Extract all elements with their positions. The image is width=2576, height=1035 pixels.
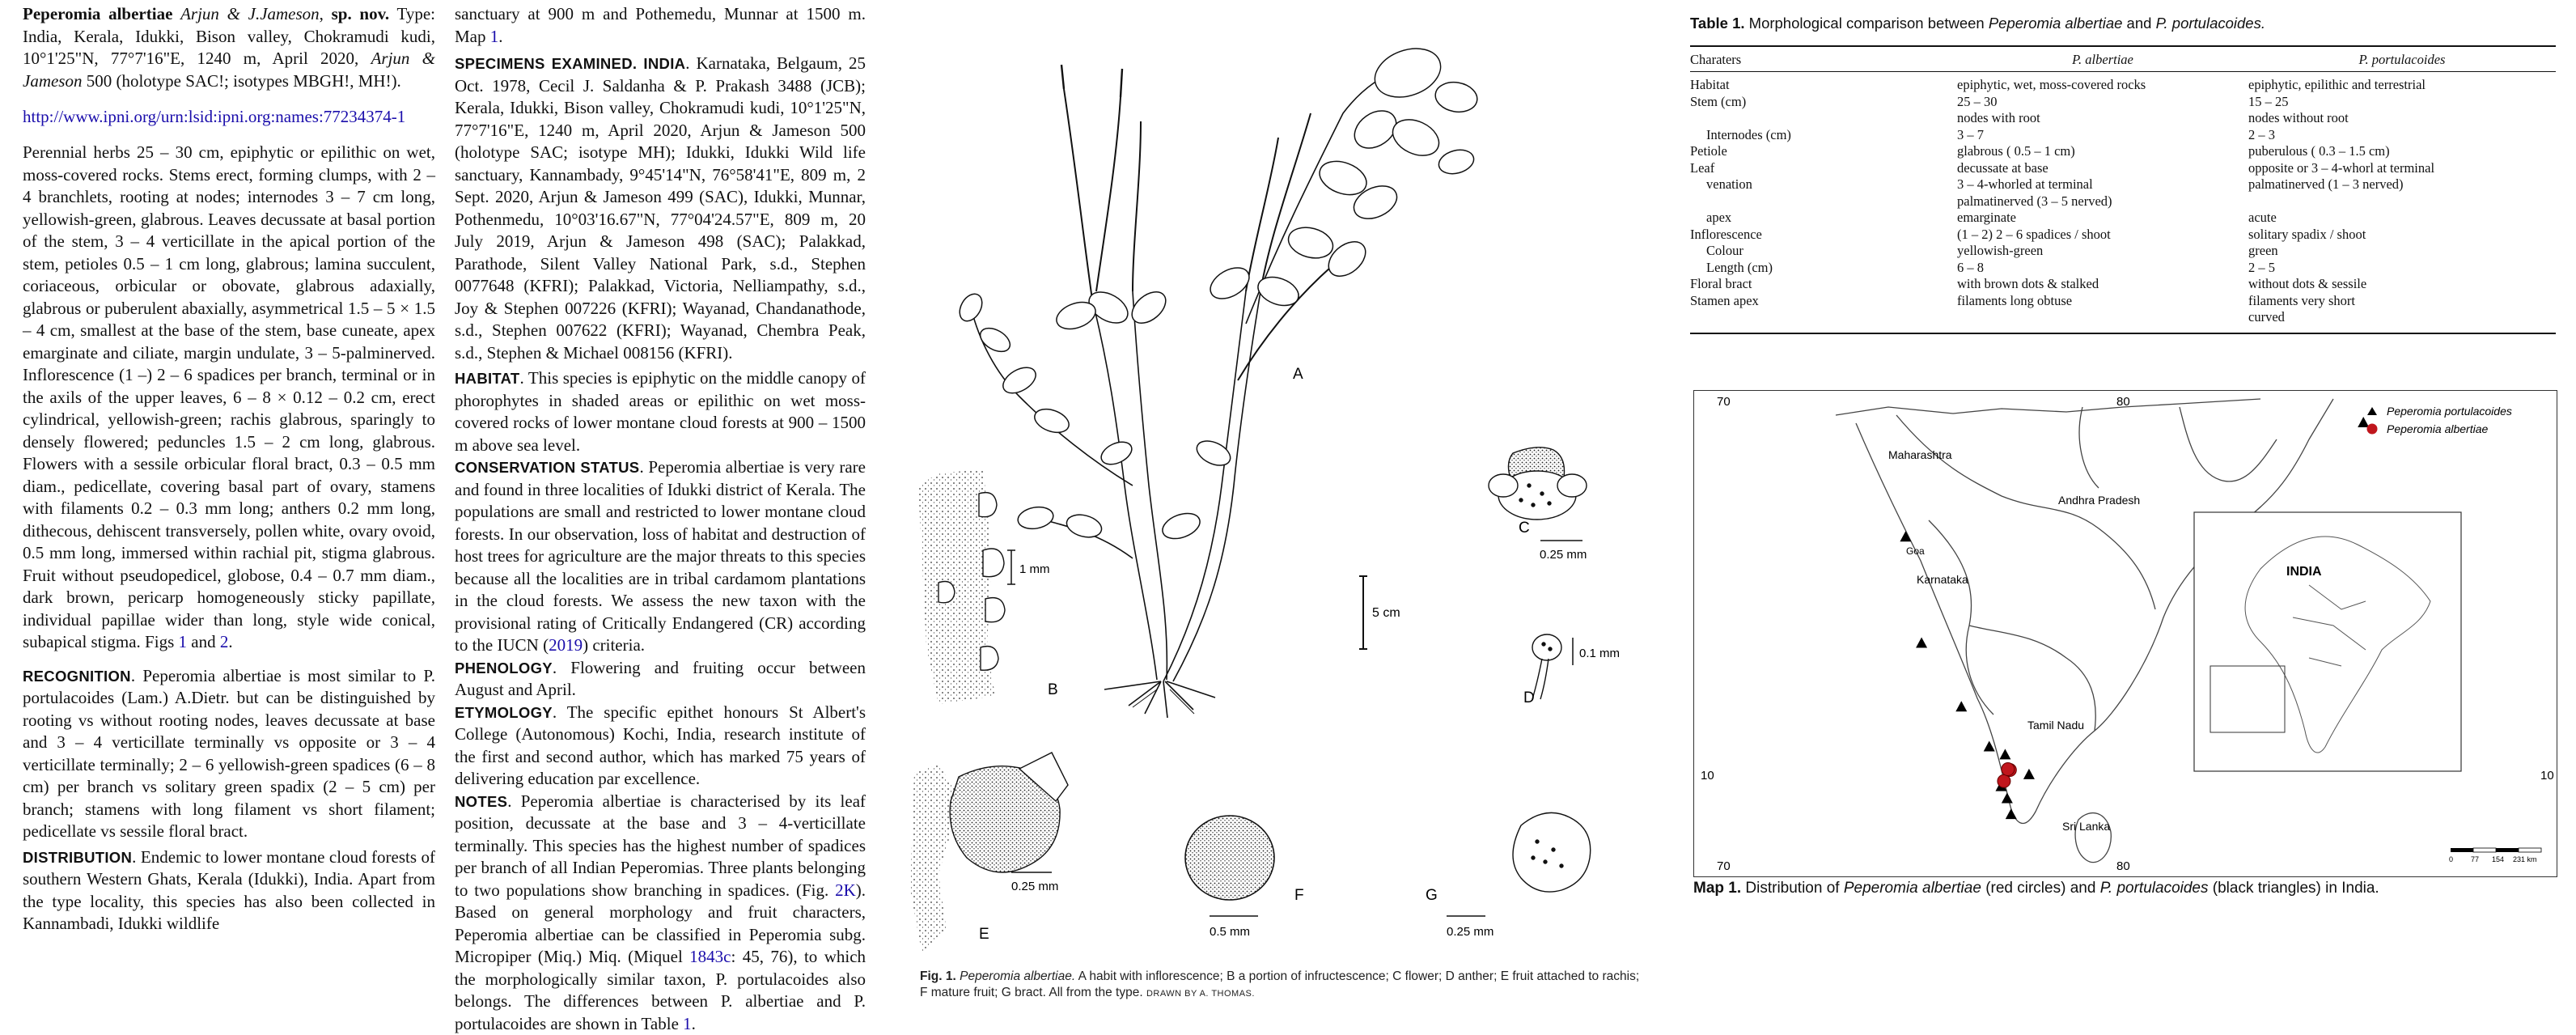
fruit-on-rachis-drawing bbox=[910, 753, 1068, 955]
map-tick-10-left: 10 bbox=[1701, 769, 1714, 783]
map-tick-80-bottom: 80 bbox=[2116, 859, 2130, 873]
habit-leaves bbox=[955, 40, 1480, 543]
map-tick-10-right: 10 bbox=[2540, 769, 2554, 783]
table-row bbox=[1690, 293, 2556, 310]
distribution-text: Endemic to lower montane cloud forests of southern Western Ghats, Kerala (Idukki), India. Apart from the type locality, this species has also been collected in Kannambadi, Idukki wildlife bbox=[23, 847, 435, 934]
cell-character: Habitat bbox=[1690, 72, 1957, 94]
cell-character bbox=[1690, 193, 1957, 210]
cell-character: apex bbox=[1690, 210, 1957, 227]
cell-character: Length (cm) bbox=[1690, 260, 1957, 277]
cell-portulacoides: epiphytic, epilithic and terrestrial bbox=[2248, 72, 2556, 94]
phenology-text: Flowering and fruiting occur between August and April. bbox=[455, 658, 866, 700]
notes-text-c: : 45, 76), to which the morphologically similar taxon, P. portulacoides also belongs. The differences between P. albertiae and P. portulacoides are shown in Table bbox=[455, 947, 866, 1033]
map-legend bbox=[2367, 405, 2512, 435]
scale-1mm: 1 mm bbox=[1019, 562, 1050, 576]
table-row bbox=[1690, 160, 2556, 177]
fig-ref-2[interactable]: 2 bbox=[220, 632, 229, 651]
type-text: India, Kerala, Idukki, Bison valley, Chokramudi kudi, 10°1'25"N, 77°7'16"E, 1240 m, April 2020, bbox=[23, 27, 435, 69]
habitat-text: This species is epiphytic on the middle canopy of phorophytes in shaded areas or epilithic on wet moss-covered rocks of lower montane cloud forests at 900 – 1500 m above sea level. bbox=[455, 368, 866, 455]
comparison-table bbox=[1690, 45, 2556, 334]
specimens-heading: SPECIMENS EXAMINED. INDIA bbox=[455, 55, 685, 72]
distribution-cont: sanctuary at 900 m and Pothemedu, Munnar at 1500 m. Map bbox=[455, 4, 866, 46]
specimens-para: SPECIMENS EXAMINED. INDIA. Karnataka, Belgaum, 25 Oct. 1978, Cecil J. Saldanha & P. Prakash 3488 (JCB); Kerala, Idukki, Bison valley, Chokramudi kudi, 10°1'25"N, 77°7'16"E, 1240 m, April 2020, Arjun & Jameson 500 (holotype SAC; isotype MH); Idukki, Idukki Wild life sanctuary, Kannambady, 9°45'14"N, 76°58'41"E, 809 m, 2 Sept. 2020, Arjun & Jameson 499 (SAC), Idukki, Munnar, Pothenmedu, 10°03'16.67"N, 77°04'24.57"E, 809 m, 20 July 2019, Arjun & Jameson 498 (SAC); Palakkad, Parathode, Silent Valley National Park, s.d., Stephen 0077648 (KFRI); Palakkad, Victoria, Nelliampathy, s.d., Joy & Stephen 007226 (KFRI); Wayanad, Chandanathode, s.d., Stephen 007622 (KFRI); Wayanad, Chembra Peak, s.d., Stephen & Michael 008156 (KFRI). bbox=[455, 53, 866, 364]
legend-albertiae: Peperomia albertiae bbox=[2387, 422, 2489, 435]
fig-ref-1[interactable]: 1 bbox=[179, 632, 188, 651]
map-caption-sp1: Peperomia albertiae bbox=[1844, 880, 1981, 897]
specimens-text: Karnataka, Belgaum, 25 Oct. 1978, Cecil J. Saldanha & P. Prakash 3488 (JCB); Kerala, Idukki, Bison valley, Chokramudi kudi, 10°1'25"N, 77°7'16"E, 1240 m, April 2020, Arjun & Jameson 500 (holotype SAC; isotype MH); Idukki, Idukki Wild life sanctuary, Kannambady, 9°45'14"N, 76°58'41"E, 809 m, 2 Sept. 2020, Arjun & Jameson 499 (SAC), Idukki, Munnar, Pothenmedu, 10°03'16.67"N, 77°04'24.57"E, 809 m, 20 July 2019, Arjun & Jameson 498 (SAC); Palakkad, Parathode, Silent Valley National Park, s.d., Stephen 0077648 (KFRI); Palakkad, Victoria, Nelliampathy, s.d., Joy & Stephen 007226 (KFRI); Wayanad, Chandanathode, s.d., Stephen 007622 (KFRI); Wayanad, Chembra Peak, s.d., Stephen & Michael 008156 (KFRI). bbox=[455, 53, 866, 363]
table-title-sp1: Peperomia albertiae bbox=[1989, 15, 2123, 32]
label-tamil-nadu: Tamil Nadu bbox=[2027, 719, 2084, 732]
table-row bbox=[1690, 94, 2556, 111]
cell-character: Petiole bbox=[1690, 143, 1957, 160]
cell-albertiae: filaments long obtuse bbox=[1957, 293, 2248, 310]
etymology-para: ETYMOLOGY. The specific epithet honours St Albert's College (Autonomous) Kochi, India, research institute of the first and second author, which has marked 75 years of delivering education par excellence. bbox=[455, 702, 866, 791]
label-c: C bbox=[1519, 520, 1530, 537]
distribution-para: DISTRIBUTION. Endemic to lower montane cloud forests of southern Western Ghats, Kerala (Idukki), India. Apart from the type locality, this species has also been collected in Kannambadi, Idukki wildlife bbox=[23, 846, 435, 935]
cell-character: Leaf bbox=[1690, 160, 1957, 177]
cell-portulacoides: 15 – 25 bbox=[2248, 94, 2556, 111]
cell-portulacoides: 2 – 5 bbox=[2248, 260, 2556, 277]
cell-portulacoides: nodes without root bbox=[2248, 110, 2556, 127]
col-header-albertiae: P. albertiae bbox=[1957, 46, 2248, 72]
fig-caption-head: Fig. 1. bbox=[920, 969, 956, 983]
notes-heading: NOTES bbox=[455, 793, 507, 810]
fig-caption-species: Peperomia albertiae. bbox=[960, 969, 1075, 983]
species-authors: Arjun & J.Jameson bbox=[180, 4, 320, 23]
inset-india-label: INDIA bbox=[2286, 565, 2322, 579]
portulacoides-marker bbox=[2006, 808, 2017, 819]
notes-text-b: ). Based on general morphology and fruit characters, Peperomia albertiae can be classified in Peperomia subg. Micropiper (Miq.) Miq. (Miquel bbox=[455, 880, 866, 967]
map-tick-70-top: 70 bbox=[1717, 395, 1731, 409]
table-title-and: and bbox=[2127, 15, 2152, 32]
map-caption-a: Distribution of bbox=[1745, 880, 1839, 897]
map-caption-sp2: P. portulacoides bbox=[2100, 880, 2209, 897]
map-scalebar bbox=[2449, 848, 2541, 863]
cell-portulacoides: 2 – 3 bbox=[2248, 127, 2556, 144]
phenology-para: PHENOLOGY. Flowering and fruiting occur between August and April. bbox=[455, 657, 866, 702]
flower-drawing bbox=[1489, 448, 1587, 520]
figure-1-drawings bbox=[890, 0, 1650, 1012]
table-row bbox=[1690, 210, 2556, 227]
scale-e: 0.25 mm bbox=[1011, 880, 1058, 893]
cell-character: Inflorescence bbox=[1690, 227, 1957, 244]
cell-character: Stamen apex bbox=[1690, 293, 1957, 310]
map-frame bbox=[1693, 390, 2557, 877]
portulacoides-marker bbox=[1984, 740, 1995, 751]
label-f: F bbox=[1294, 887, 1304, 904]
fig-2k-ref[interactable]: 2K bbox=[835, 880, 856, 900]
habitat-heading: HABITAT bbox=[455, 370, 520, 387]
legend-circle-icon bbox=[2367, 424, 2378, 435]
cell-albertiae: palmatinerved (3 – 5 nerved) bbox=[1957, 193, 2248, 210]
table-row bbox=[1690, 309, 2556, 333]
table-row bbox=[1690, 176, 2556, 193]
cell-portulacoides: opposite or 3 – 4-whorl at terminal bbox=[2248, 160, 2556, 177]
cell-albertiae: 25 – 30 bbox=[1957, 94, 2248, 111]
table-row bbox=[1690, 227, 2556, 244]
mature-fruit-drawing bbox=[1185, 816, 1274, 900]
portulacoides-marker bbox=[2358, 417, 2369, 427]
table-ref[interactable]: 1 bbox=[683, 1014, 692, 1033]
recognition-heading: RECOGNITION bbox=[23, 668, 131, 685]
cell-albertiae: 6 – 8 bbox=[1957, 260, 2248, 277]
cell-albertiae: with brown dots & stalked bbox=[1957, 276, 2248, 293]
label-sri-lanka: Sri Lanka bbox=[2062, 820, 2110, 833]
map-caption bbox=[1693, 880, 2556, 897]
type-label: Type: bbox=[396, 4, 435, 23]
label-a: A bbox=[1293, 366, 1303, 383]
distribution-map bbox=[1694, 391, 2557, 876]
type-collector: Arjun & Jameson bbox=[23, 49, 435, 91]
recognition-text: Peperomia albertiae is most similar to P. portulacoides (Lam.) A.Dietr. but can be distinguished by rooting vs without rooting nodes, leaves decussate at base and 3 – 4 verticillate terminally vs opposite or 3 – 4 verticillate terminally; 2 – 6 yellowish-green spadices (6 – 8 cm) per branch vs solitary green spadix (2 – 5 cm) per branch; stamens with long filament vs short filament; pedicellate vs sessile floral bract. bbox=[23, 666, 435, 842]
scalebar-154: 154 bbox=[2492, 855, 2504, 863]
cell-portulacoides: acute bbox=[2248, 210, 2556, 227]
conservation-text-a: Peperomia albertiae is very rare and found in three localities of Idukki district of Kerala. The populations are small and restricted to lower montane cloud forests. In our observation, loss of habitat and destruction of host trees for agriculture are the major threats to this species because all the localities are in tribal cardamom plantations in the cloud forests. We assess the new taxon with the provisional rating of Critically Endangered (CR) according to the IUCN ( bbox=[455, 457, 866, 655]
cell-albertiae: yellowish-green bbox=[1957, 243, 2248, 260]
legend-triangle-icon bbox=[2367, 407, 2377, 415]
infructescence-drawing bbox=[918, 469, 1005, 704]
type-tail: 500 (holotype SAC!; isotypes MBGH!, MH!). bbox=[87, 71, 401, 91]
notes-para: NOTES. Peperomia albertiae is characterised by its leaf position, decussate at the base and 3 – 4-verticillate terminally. This species has the highest number of spadices per branch of all Indian Peperomias. Three plants belonging to two populations show branching in spadices. (Fig. 2K). Based on general morphology and fruit characters, Peperomia albertiae can be classified in Peperomia subg. Micropiper (Miq.) Miq. (Miquel 1843c: 45, 76), to which the morphologically similar taxon, P. portulacoides also belongs. The differences between P. albertiae and P. portulacoides are shown in Table 1. bbox=[455, 791, 866, 1035]
recognition-para: RECOGNITION. Peperomia albertiae is most similar to P. portulacoides (Lam.) A.Dietr. but can be distinguished by rooting vs without rooting nodes, leaves decussate at base and 3 – 4 verticillate terminally vs opposite or 3 – 4 verticillate terminally; 2 – 6 yellowish-green spadices (6 – 8 cm) per branch vs solitary green spadix (2 – 5 cm) per branch; stamens with long filament vs short filament; pedicellate vs sessile floral bract. bbox=[23, 665, 435, 843]
map-ref[interactable]: 1 bbox=[490, 27, 499, 46]
etymology-text: The specific epithet honours St Albert's College (Autonomous) Kochi, India, research institute of the first and second author, which has marked 75 years of delivering education par excellence. bbox=[455, 702, 866, 789]
anther-drawing bbox=[1532, 634, 1561, 699]
table-row bbox=[1690, 243, 2556, 260]
figure-caption bbox=[920, 969, 1648, 1002]
phenology-heading: PHENOLOGY bbox=[455, 660, 553, 677]
label-andhra-pradesh: Andhra Pradesh bbox=[2058, 494, 2140, 507]
table-row bbox=[1690, 193, 2556, 210]
scale-5cm: 5 cm bbox=[1372, 606, 1400, 620]
miquel-ref[interactable]: 1843c bbox=[689, 947, 731, 966]
label-maharashtra: Maharashtra bbox=[1888, 448, 1952, 461]
cell-albertiae bbox=[1957, 309, 2248, 333]
portulacoides-marker bbox=[1955, 701, 1967, 711]
cell-character: Colour bbox=[1690, 243, 1957, 260]
albertiae-marker bbox=[2002, 763, 2015, 776]
portulacoides-marker bbox=[2023, 769, 2035, 779]
description-para: Perennial herbs 25 – 30 cm, epiphytic or epilithic on wet, moss-covered rocks. Stems erect, forming clumps, with 2 – 4 branchlets, rooting at nodes; internodes 3 – 7 cm long, yellowish-green, glabrous. Leaves decussate at basal portion of the stem, 3 – 4 verticillate in the apical portion of the stem, petioles 0.5 – 1 cm long, glabrous; lamina succulent, coriaceous, orbicular or obovate, glabrous adaxially, glabrous or puberulent abaxially, asymmetrical 1.5 – 5 × 1.5 – 4 cm, smallest at the base of the stem, base cuneate, apex emarginate and ciliate, margin undulate, 3 – 5-palminerved. Inflorescence (1 –) 2 – 6 spadices per branch, terminal or in the axils of the upper leaves, 6 – 8 × 0.12 – 0.2 cm, erect cylindrical, yellowish-green; rachis glabrous, sparingly to densely flowered; peduncles 1.5 – 2 cm long, glabrous. Flowers with a sessile orbicular floral bract, 0.3 – 0.5 mm diam., pedicellate, covering basal part of ovary, stamens with filaments 0.2 – 0.3 mm long; anthers 0.2 mm long, dithecous, dehiscent transversely, pollen white, ovary ovoid, 0.5 mm long, immersed within rachial pit, stigma glabrous. Fruit without pseudopedicel, globose, 0.4 – 0.7 mm diam., dark brown, pericarp homogeneously sticky papillate, individual papillae wider than long, style wide conical, subapical stigma. Figs 1 and 2. bbox=[23, 142, 435, 654]
bract-drawing bbox=[1513, 812, 1591, 892]
table-title-head: Table 1. bbox=[1690, 15, 1745, 32]
etymology-heading: ETYMOLOGY bbox=[455, 704, 553, 721]
table-title bbox=[1690, 15, 2556, 32]
map-caption-c: (black triangles) in India. bbox=[2213, 880, 2379, 897]
legend-portulacoides: Peperomia portulacoides bbox=[2387, 405, 2512, 418]
label-d: D bbox=[1523, 689, 1535, 706]
notes-text-a: Peperomia albertiae is characterised by its leaf position, decussate at the base and 3 – 4-verticillate terminally. This species has the highest number of spadices per branch of all Indian Peperomias. Three plants belonging to two populations show branching in spadices. (Fig. bbox=[455, 791, 866, 900]
portulacoides-marker bbox=[1900, 531, 1911, 541]
description-text: Perennial herbs 25 – 30 cm, epiphytic or epilithic on wet, moss-covered rocks. Stems erect, forming clumps, with 2 – 4 branchlets, rooting at nodes; internodes 3 – 7 cm long, yellowish-green, glabrous. Leaves decussate at basal portion of the stem, 3 – 4 verticillate in the apical portion of the stem, petioles 0.5 – 1 cm long, glabrous; lamina succulent, coriaceous, orbicular or obovate, glabrous adaxially, glabrous or puberulent abaxially, asymmetrical 1.5 – 5 × 1.5 – 4 cm, smallest at the base of the stem, base cuneate, apex emarginate and ciliate, margin undulate, 3 – 5-palminerved. Inflorescence (1 –) 2 – 6 spadices per branch, terminal or in the axils of the upper leaves, 6 – 8 × 0.12 – 0.2 cm, erect cylindrical, yellowish-green; rachis glabrous, sparingly to densely flowered; peduncles 1.5 – 2 cm long, glabrous. Flowers with a sessile orbicular floral bract, 0.3 – 0.5 mm diam., pedicellate, covering basal part of ovary, stamens with filaments 0.2 – 0.3 mm long; anthers 0.2 mm long, dithecous, dehiscent transversely, pollen white, ovary ovoid, 0.5 mm long, immersed within rachial pit, stigma glabrous. Fruit without pseudopedicel, globose, 0.4 – 0.7 mm diam., dark brown, pericarp homogeneously sticky papillate, individual papillae wider than long, style wide conical, subapical stigma. Figs bbox=[23, 142, 435, 651]
table-row bbox=[1690, 110, 2556, 127]
map-tick-70-bottom: 70 bbox=[1717, 859, 1731, 873]
cell-character: venation bbox=[1690, 176, 1957, 193]
distribution-cont-para: sanctuary at 900 m and Pothemedu, Munnar at 1500 m. Map 1. bbox=[455, 3, 866, 48]
distribution-heading: DISTRIBUTION bbox=[23, 849, 132, 866]
cell-albertiae: emarginate bbox=[1957, 210, 2248, 227]
portulacoides-marker bbox=[1999, 749, 2010, 759]
table-row bbox=[1690, 143, 2556, 160]
table-row bbox=[1690, 276, 2556, 293]
cell-albertiae: (1 – 2) 2 – 6 spadices / shoot bbox=[1957, 227, 2248, 244]
scalebar-231: 231 km bbox=[2513, 855, 2537, 863]
cell-portulacoides: curved bbox=[2248, 309, 2556, 333]
fig-caption-body: A habit with inflorescence; B a portion of infructescence; C flower; D anther; E fruit attached to rachis; F mature fruit; G bract. All from the type. bbox=[920, 969, 1639, 999]
table-title-sp2: P. portulacoides. bbox=[2156, 15, 2265, 32]
habitat-para: HABITAT. This species is epiphytic on the middle canopy of phorophytes in shaded areas or epilithic on wet moss-covered rocks of lower montane cloud forests at 900 – 1500 m above sea level. bbox=[455, 367, 866, 456]
cell-portulacoides: solitary spadix / shoot bbox=[2248, 227, 2556, 244]
conservation-heading: CONSERVATION STATUS bbox=[455, 459, 639, 476]
ipni-link[interactable]: http://www.ipni.org/urn:lsid:ipni.org:names:77234374-1 bbox=[23, 107, 405, 126]
col-header-characters: Charaters bbox=[1690, 46, 1957, 72]
cell-portulacoides: puberulous ( 0.3 – 1.5 cm) bbox=[2248, 143, 2556, 160]
cell-portulacoides: without dots & sessile bbox=[2248, 276, 2556, 293]
notes-end: . bbox=[692, 1014, 696, 1033]
scalebar-0: 0 bbox=[2449, 855, 2453, 863]
label-e: E bbox=[979, 926, 989, 943]
table-1 bbox=[1690, 0, 2556, 334]
text-column-2 bbox=[455, 0, 866, 1035]
cell-character: Floral bract bbox=[1690, 276, 1957, 293]
map-caption-b: (red circles) and bbox=[1985, 880, 2095, 897]
scale-f: 0.5 mm bbox=[1210, 925, 1250, 939]
cell-portulacoides bbox=[2248, 193, 2556, 210]
label-g: G bbox=[1426, 887, 1438, 904]
iucn-ref[interactable]: 2019 bbox=[549, 635, 583, 655]
portulacoides-marker bbox=[1916, 638, 1927, 648]
cell-character: Internodes (cm) bbox=[1690, 127, 1957, 144]
scale-c: 0.25 mm bbox=[1540, 548, 1587, 562]
species-status: sp. nov. bbox=[332, 4, 390, 23]
col-header-portulacoides: P. portulacoides bbox=[2248, 46, 2556, 72]
cell-albertiae: epiphytic, wet, moss-covered rocks bbox=[1957, 72, 2248, 94]
conservation-para: CONSERVATION STATUS. Peperomia albertiae is very rare and found in three localities of Idukki district of Kerala. The populations are small and restricted to lower montane cloud forests. In our observation, loss of habitat and destruction of host trees for agriculture are the major threats to this species because all the localities are in tribal cardamom plantations in the cloud forests. We assess the new taxon with the provisional rating of Critically Endangered (CR) according to the IUCN (2019) criteria. bbox=[455, 456, 866, 657]
scale-d: 0.1 mm bbox=[1579, 647, 1620, 660]
figs-and: and bbox=[191, 632, 215, 651]
table-row bbox=[1690, 72, 2556, 94]
species-name: Peperomia albertiae bbox=[23, 4, 172, 23]
label-goa: Goa bbox=[1906, 545, 1925, 557]
cell-character: Stem (cm) bbox=[1690, 94, 1957, 111]
label-karnataka: Karnataka bbox=[1917, 573, 1968, 586]
conservation-text-b: ) criteria. bbox=[583, 635, 645, 655]
fig-caption-credit: DRAWN BY A. THOMAS. bbox=[1146, 989, 1255, 999]
cell-portulacoides: palmatinerved (1 – 3 nerved) bbox=[2248, 176, 2556, 193]
scale-g: 0.25 mm bbox=[1447, 925, 1493, 939]
label-b: B bbox=[1048, 681, 1058, 698]
cell-albertiae: nodes with root bbox=[1957, 110, 2248, 127]
cell-portulacoides: filaments very short bbox=[2248, 293, 2556, 310]
species-heading-para: Peperomia albertiae Arjun & J.Jameson, sp. nov. Type: India, Kerala, Idukki, Bison valley, Chokramudi kudi, 10°1'25"N, 77°7'16"E, 1240 m, April 2020, Arjun & Jameson 500 (holotype SAC!; isotypes MBGH!, MH!). bbox=[23, 3, 435, 92]
scalebar-77: 77 bbox=[2471, 855, 2479, 863]
cell-portulacoides: green bbox=[2248, 243, 2556, 260]
table-title-body: Morphological comparison between bbox=[1749, 15, 1985, 32]
cell-albertiae: decussate at base bbox=[1957, 160, 2248, 177]
cell-albertiae: 3 – 4-whorled at terminal bbox=[1957, 176, 2248, 193]
cell-albertiae: glabrous ( 0.5 – 1 cm) bbox=[1957, 143, 2248, 160]
text-column-1 bbox=[23, 0, 435, 935]
map-caption-head: Map 1. bbox=[1693, 880, 1741, 897]
cell-albertiae: 3 – 7 bbox=[1957, 127, 2248, 144]
portulacoides-marker bbox=[2002, 792, 2013, 803]
table-row bbox=[1690, 260, 2556, 277]
table-row bbox=[1690, 127, 2556, 144]
cell-character bbox=[1690, 309, 1957, 333]
map-tick-80-top: 80 bbox=[2116, 395, 2130, 409]
cell-character bbox=[1690, 110, 1957, 127]
